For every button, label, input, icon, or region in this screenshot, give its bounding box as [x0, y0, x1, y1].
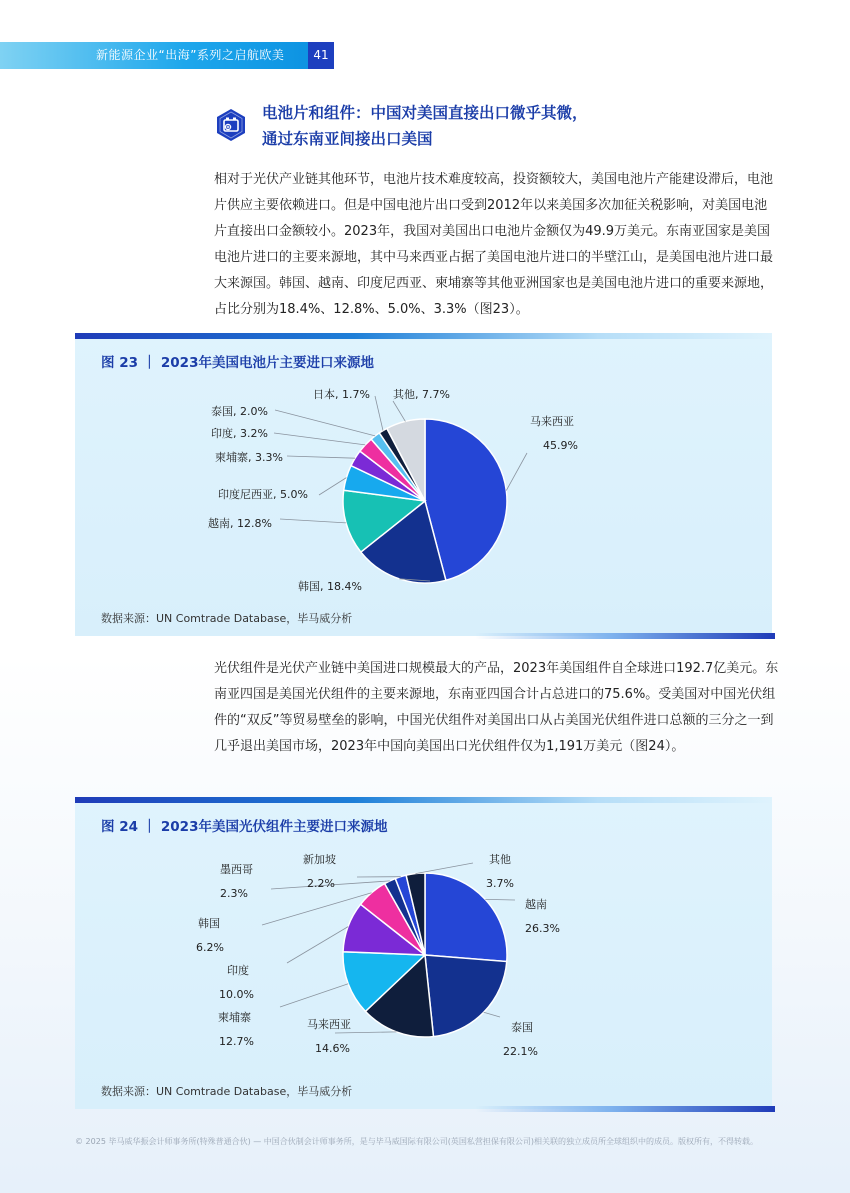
page-number: 41 [308, 42, 334, 69]
slice-label-4: 柬埔寨 [218, 1011, 251, 1024]
slice-value-6: 6.2% [196, 941, 224, 954]
section-title-line1: 电池片和组件：中国对美国直接出口微乎其微， [262, 104, 588, 122]
slice-label-2: 韩国, 18.4% [298, 580, 362, 593]
leader-line-8 [375, 396, 383, 431]
leader-line-2 [484, 1012, 500, 1017]
slice-label-6: 印度, 3.2% [211, 427, 268, 440]
leader-line-1 [506, 453, 527, 491]
slice-label-7: 墨西哥 [220, 863, 253, 876]
figure-24 [75, 797, 772, 1109]
leader-line-4 [319, 478, 346, 495]
leader-line-9 [416, 863, 474, 874]
slice-label-9: 其他 [489, 853, 511, 866]
figure-23-title: 图 23 ｜ 2023年美国电池片主要进口来源地 [101, 355, 374, 371]
slice-label-8: 新加坡 [303, 853, 336, 866]
slice-label-6: 韩国 [198, 917, 220, 930]
leader-line-3 [335, 1032, 397, 1033]
pie-slice-2 [425, 955, 507, 1037]
leader-line-5 [287, 456, 355, 458]
slice-value-2: 22.1% [503, 1045, 538, 1058]
figure-23-source: 数据来源：UN Comtrade Database，毕马威分析 [101, 612, 353, 625]
slice-label-8: 日本, 1.7% [313, 388, 370, 401]
slice-label-4: 印度尼西亚, 5.0% [218, 488, 308, 501]
leader-line-5 [287, 927, 348, 963]
figure-bottom-rule [475, 1106, 775, 1112]
figure-24-title: 图 24 ｜ 2023年美国光伏组件主要进口来源地 [101, 819, 388, 835]
leader-line-9 [393, 401, 405, 421]
leader-line-7 [275, 410, 375, 436]
slice-label-3: 越南, 12.8% [208, 517, 272, 530]
slice-label-3: 马来西亚 [307, 1018, 351, 1031]
slice-label-2: 泰国 [511, 1021, 533, 1034]
slice-value-4: 12.7% [219, 1035, 254, 1048]
leader-line-6 [274, 433, 365, 445]
slice-label-7: 泰国, 2.0% [211, 405, 268, 418]
slice-label-1: 马来西亚 [530, 415, 574, 428]
battery-module-icon [214, 108, 248, 142]
section-title [262, 100, 588, 152]
leader-line-4 [280, 984, 348, 1007]
slice-value-1: 26.3% [525, 922, 560, 935]
figure-23 [75, 333, 772, 636]
figure-bottom-rule [475, 633, 775, 639]
paragraph-pv-modules: 光伏组件是光伏产业链中美国进口规模最大的产品，2023年美国组件自全球进口192.7亿美元。东南亚四国是美国光伏组件的主要来源地，东南亚四国合计占总进口的75.6%。受美国对中国光伏组件的“双反”等贸易壁垒的影响，中国光伏组件对美国出口从占美国光伏组件进口总额的三分之一到几乎退出美国市场，2023年中国向美国出口光伏组件仅为1,191万美元（图24）。 [214, 661, 779, 754]
slice-label-5: 柬埔寨, 3.3% [215, 451, 283, 464]
figure-24-pie-chart [75, 797, 772, 1109]
slice-value-3: 14.6% [315, 1042, 350, 1055]
leader-line-3 [280, 519, 346, 523]
slice-label-1: 越南 [525, 898, 547, 911]
slice-value-1: 45.9% [543, 439, 578, 452]
slice-value-5: 10.0% [219, 988, 254, 1001]
figure-24-source: 数据来源：UN Comtrade Database，毕马威分析 [101, 1085, 353, 1098]
slice-value-7: 2.3% [220, 887, 248, 900]
section-title-line2: 通过东南亚间接出口美国 [262, 130, 433, 148]
paragraph-battery-cells: 相对于光伏产业链其他环节，电池片技术难度较高，投资额较大，美国电池片产能建设滞后，电池片供应主要依赖进口。但是中国电池片出口受到2012年以来美国多次加征关税影响，对美国电池片直接出口金额较小。2023年，我国对美国出口电池片金额仅为49.9万美元。东南亚国家是美国电池片进口的主要来源地，其中马来西亚占据了美国电池片进口的半壁江山，是美国电池片进口最大来源国。韩国、越南、印度尼西亚、柬埔寨等其他亚洲国家也是美国电池片进口的重要来源地，占比分别为18.4%、12.8%、5.0%、3.3%（图23）。 [214, 172, 774, 317]
header-title: 新能源企业“出海”系列之启航欧美 [96, 48, 285, 62]
slice-value-9: 3.7% [486, 877, 514, 890]
figure-23-pie-chart [75, 333, 772, 636]
slice-value-8: 2.2% [307, 877, 335, 890]
copyright-footer: © 2025 毕马威华振会计师事务所(特殊普通合伙) — 中国合伙制会计师事务所，是与毕马威国际有限公司(英国私营担保有限公司)相关联的独立成员所全球组织中的成员。版权所有，不得转载。 [75, 1137, 759, 1146]
leader-line-1 [485, 899, 515, 900]
slice-label-5: 印度 [227, 964, 249, 977]
slice-label-9: 其他, 7.7% [393, 388, 450, 401]
